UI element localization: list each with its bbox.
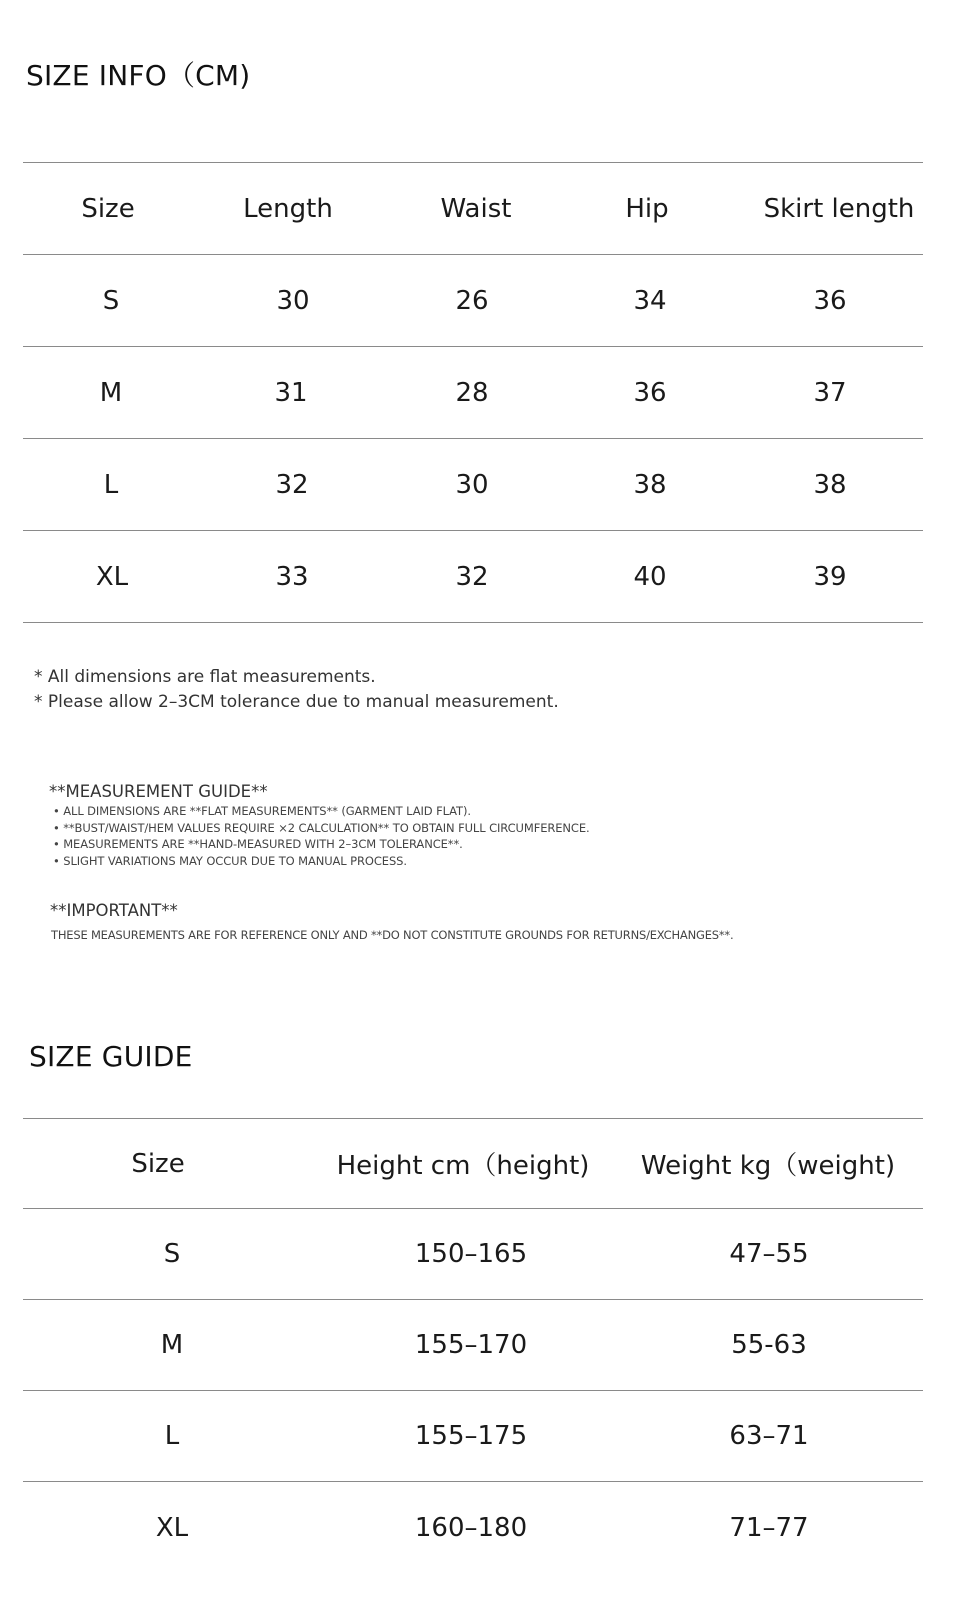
size-cell: XL <box>155 1513 189 1543</box>
important-text: THESE MEASUREMENTS ARE FOR REFERENCE ONLY AND **DO NOT CONSTITUTE GROUNDS FOR RETURNS/EXCHANGES**. <box>51 928 734 942</box>
measurement-guide-title: **MEASUREMENT GUIDE** <box>49 782 268 801</box>
height-cell: 160–180 <box>414 1513 528 1543</box>
size-cell: XL <box>95 562 129 592</box>
length-cell: 33 <box>275 562 309 592</box>
skirt-length-cell: 38 <box>813 470 847 500</box>
hip-cell: 34 <box>633 286 667 316</box>
header-height: Height cm（height) <box>336 1151 590 1181</box>
table-header-row <box>23 163 923 255</box>
length-cell: 32 <box>275 470 309 500</box>
weight-cell: 71–77 <box>729 1513 809 1543</box>
table-row <box>23 1482 923 1574</box>
weight-cell: 55-63 <box>731 1330 807 1360</box>
table-row <box>23 1391 923 1481</box>
table-row <box>23 255 923 347</box>
hip-cell: 38 <box>633 470 667 500</box>
hip-cell: 36 <box>633 378 667 408</box>
guide-line: • SLIGHT VARIATIONS MAY OCCUR DUE TO MANUAL PROCESS. <box>53 854 407 868</box>
table-row <box>23 1300 923 1390</box>
header-hip: Hip <box>625 194 669 224</box>
size-cell: M <box>99 378 123 408</box>
size-cell: M <box>160 1330 184 1360</box>
size-cell: S <box>102 286 120 316</box>
header-length: Length <box>243 194 333 224</box>
header-size: Size <box>131 1148 185 1179</box>
header-skirt-length: Skirt length <box>763 194 915 224</box>
table-row <box>23 1209 923 1299</box>
waist-cell: 26 <box>455 286 489 316</box>
height-cell: 155–175 <box>414 1421 528 1451</box>
weight-cell: 63–71 <box>729 1421 809 1451</box>
length-cell: 30 <box>276 286 310 316</box>
skirt-length-cell: 37 <box>813 378 847 408</box>
height-cell: 155–170 <box>414 1330 528 1360</box>
size-cell: S <box>163 1239 181 1269</box>
header-waist: Waist <box>440 194 512 224</box>
guide-line: • MEASUREMENTS ARE **HAND-MEASURED WITH 2–3CM TOLERANCE**. <box>53 837 463 851</box>
table-row <box>23 439 923 531</box>
table-header-row <box>23 1119 923 1208</box>
hip-cell: 40 <box>633 562 667 592</box>
skirt-length-cell: 39 <box>813 562 847 592</box>
note-flat-measurements: * All dimensions are flat measurements. <box>34 667 376 687</box>
skirt-length-cell: 36 <box>813 286 847 316</box>
note-tolerance: * Please allow 2–3CM tolerance due to manual measurement. <box>34 692 559 712</box>
important-title: **IMPORTANT** <box>50 901 178 920</box>
size-guide-title: SIZE GUIDE <box>29 1040 193 1073</box>
weight-cell: 47–55 <box>729 1239 809 1269</box>
waist-cell: 30 <box>455 470 489 500</box>
height-cell: 150–165 <box>414 1239 528 1269</box>
length-cell: 31 <box>274 378 308 408</box>
header-weight: Weight kg（weight) <box>640 1151 896 1181</box>
table-row <box>23 347 923 439</box>
waist-cell: 32 <box>455 562 489 592</box>
size-info-title: SIZE INFO（CM) <box>26 59 251 92</box>
table-row <box>23 531 923 623</box>
guide-line: • ALL DIMENSIONS ARE **FLAT MEASUREMENTS** (GARMENT LAID FLAT). <box>53 804 471 818</box>
guide-line: • **BUST/WAIST/HEM VALUES REQUIRE ×2 CALCULATION** TO OBTAIN FULL CIRCUMFERENCE. <box>53 821 590 835</box>
header-size: Size <box>81 194 135 224</box>
size-cell: L <box>103 470 119 500</box>
waist-cell: 28 <box>455 378 489 408</box>
size-cell: L <box>164 1421 180 1451</box>
